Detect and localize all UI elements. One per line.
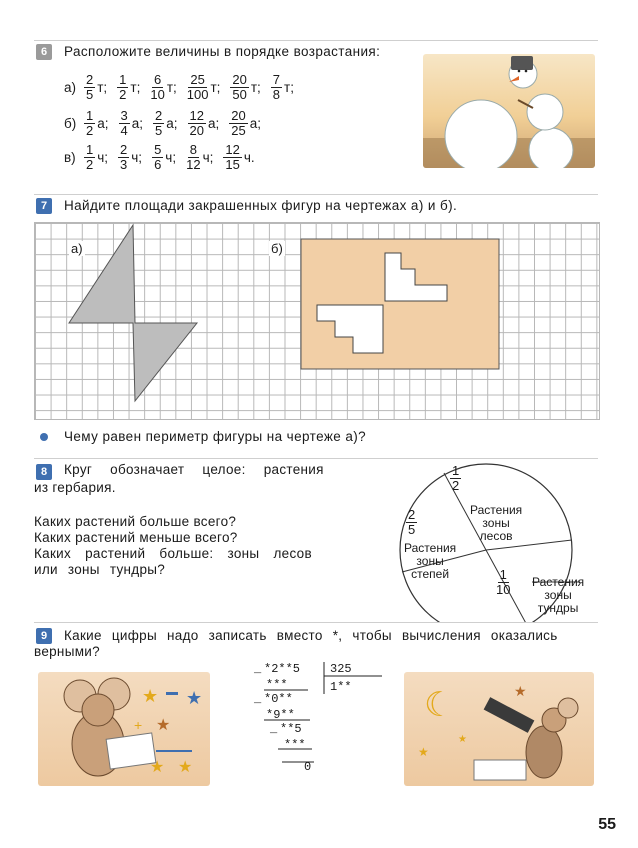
pie-fraction-two-fifths: $\frac{2}{5}$ [408,507,416,537]
label-b: б) [271,241,283,256]
unit: а; [97,115,109,131]
unit: т; [210,79,221,95]
unit: а; [131,115,143,131]
svg-text:★: ★ [514,683,527,699]
svg-text:★: ★ [178,759,193,776]
fraction: $\frac{2}{5}$ [86,71,94,102]
grid-drawing [34,222,600,420]
row-label: в) [64,149,76,165]
pie-diagram [384,462,604,622]
fraction: $\frac{12}{20}$ [189,107,204,138]
task-title: Расположите величины в порядке возрастания: [64,44,381,59]
fraction: $\frac{3}{4}$ [120,107,128,138]
page-number: 55 [598,816,616,833]
division-step: **5 [280,722,302,736]
unit: а; [207,115,220,131]
long-division: _ *2**5 325 1** *** _ *0** *9** _ **5 *** 0 [254,662,352,774]
snowman-illustration [423,54,595,168]
dividend: *2**5 [264,662,301,676]
division-step: *0** [264,692,293,706]
fraction: $\frac{1}{2}$ [86,107,94,138]
fraction: $\frac{1}{2}$ [119,71,127,102]
fraction: $\frac{20}{50}$ [232,71,247,102]
unit: т; [250,79,261,95]
unit: ч. [243,149,255,165]
task8-q1: Каких растений больше всего? [34,514,237,529]
division-step: *** [266,678,288,692]
unit: ч; [202,149,214,165]
divisor: 325 [330,662,352,676]
pie-label-forest: Растения зоны лесов [470,503,523,543]
division-step: *** [284,738,306,752]
division-step: 0 [304,760,312,774]
svg-text:★: ★ [156,717,171,734]
task8-q3: Каких растений больше: зоны лесов [34,546,312,561]
mouse-telescope-illustration [404,672,594,786]
task8-line2: из гербария. [34,480,116,495]
mouse-reading-illustration [38,672,210,786]
unit: т; [97,79,108,95]
svg-text:+: + [134,717,143,733]
fraction: $\frac{8}{12}$ [186,141,201,172]
figure-a [69,225,197,401]
unit: ч; [131,149,143,165]
fraction: $\frac{1}{2}$ [86,141,94,172]
fraction-row [64,106,269,140]
label-a: а) [71,241,83,256]
division-step: *9** [266,708,295,722]
svg-text:☾: ☾ [424,686,455,724]
fraction: $\frac{5}{6}$ [154,141,162,172]
task-number-badge: 8 [36,464,52,480]
fraction: $\frac{20}{25}$ [231,107,246,138]
fraction: $\frac{25}{100}$ [186,71,209,102]
task9-line1: Какие цифры надо записать вместо *, чтобы вычисления оказались [64,628,558,643]
task8-q4: или зоны тундры? [34,562,166,577]
svg-text:★: ★ [186,688,203,708]
pie-fraction-half: $\frac{1}{2}$ [452,463,460,493]
fraction-row [64,70,302,104]
row-label: б) [64,115,77,131]
row-label: а) [64,79,77,95]
quotient: 1** [330,680,352,694]
unit: ч; [97,149,109,165]
fraction-row [64,140,263,174]
svg-text:★: ★ [150,759,165,776]
task-number-badge: 9 [36,628,52,644]
task-title: Найдите площади закрашенных фигур на чертежах а) и б). [64,198,458,213]
task-number-badge: 7 [36,198,52,214]
fraction: $\frac{7}{8}$ [272,71,281,102]
task-number-badge: 6 [36,44,52,60]
unit: а; [166,115,178,131]
fraction: $\frac{6}{10}$ [150,71,165,102]
divider [34,458,598,459]
perimeter-question: Чему равен периметр фигуры на чертеже а)? [64,429,367,444]
task8-q2: Каких растений меньше всего? [34,530,238,545]
fraction: $\frac{12}{15}$ [225,141,240,172]
unit: т; [166,79,177,95]
svg-text:★: ★ [142,686,159,706]
fraction: $\frac{2}{3}$ [120,141,128,172]
unit: т; [284,79,294,95]
svg-text:★: ★ [418,745,429,759]
svg-text:★: ★ [458,734,467,745]
divider [34,40,598,41]
fraction: $\frac{2}{5}$ [155,107,163,138]
divider [34,622,598,623]
pie-fraction-tenth: $\frac{1}{10}$ [496,567,511,597]
divider [34,194,598,195]
pie-label-tundra: Растения зоны тундры [532,575,585,615]
bullet-icon [40,433,48,441]
task8-line1: Круг обозначает целое: растения [64,462,324,477]
pie-label-steppe: Растения зоны степей [404,541,457,581]
unit: ч; [165,149,177,165]
unit: а; [249,115,261,131]
task9-line2: верными? [34,644,100,659]
unit: т; [130,79,141,95]
